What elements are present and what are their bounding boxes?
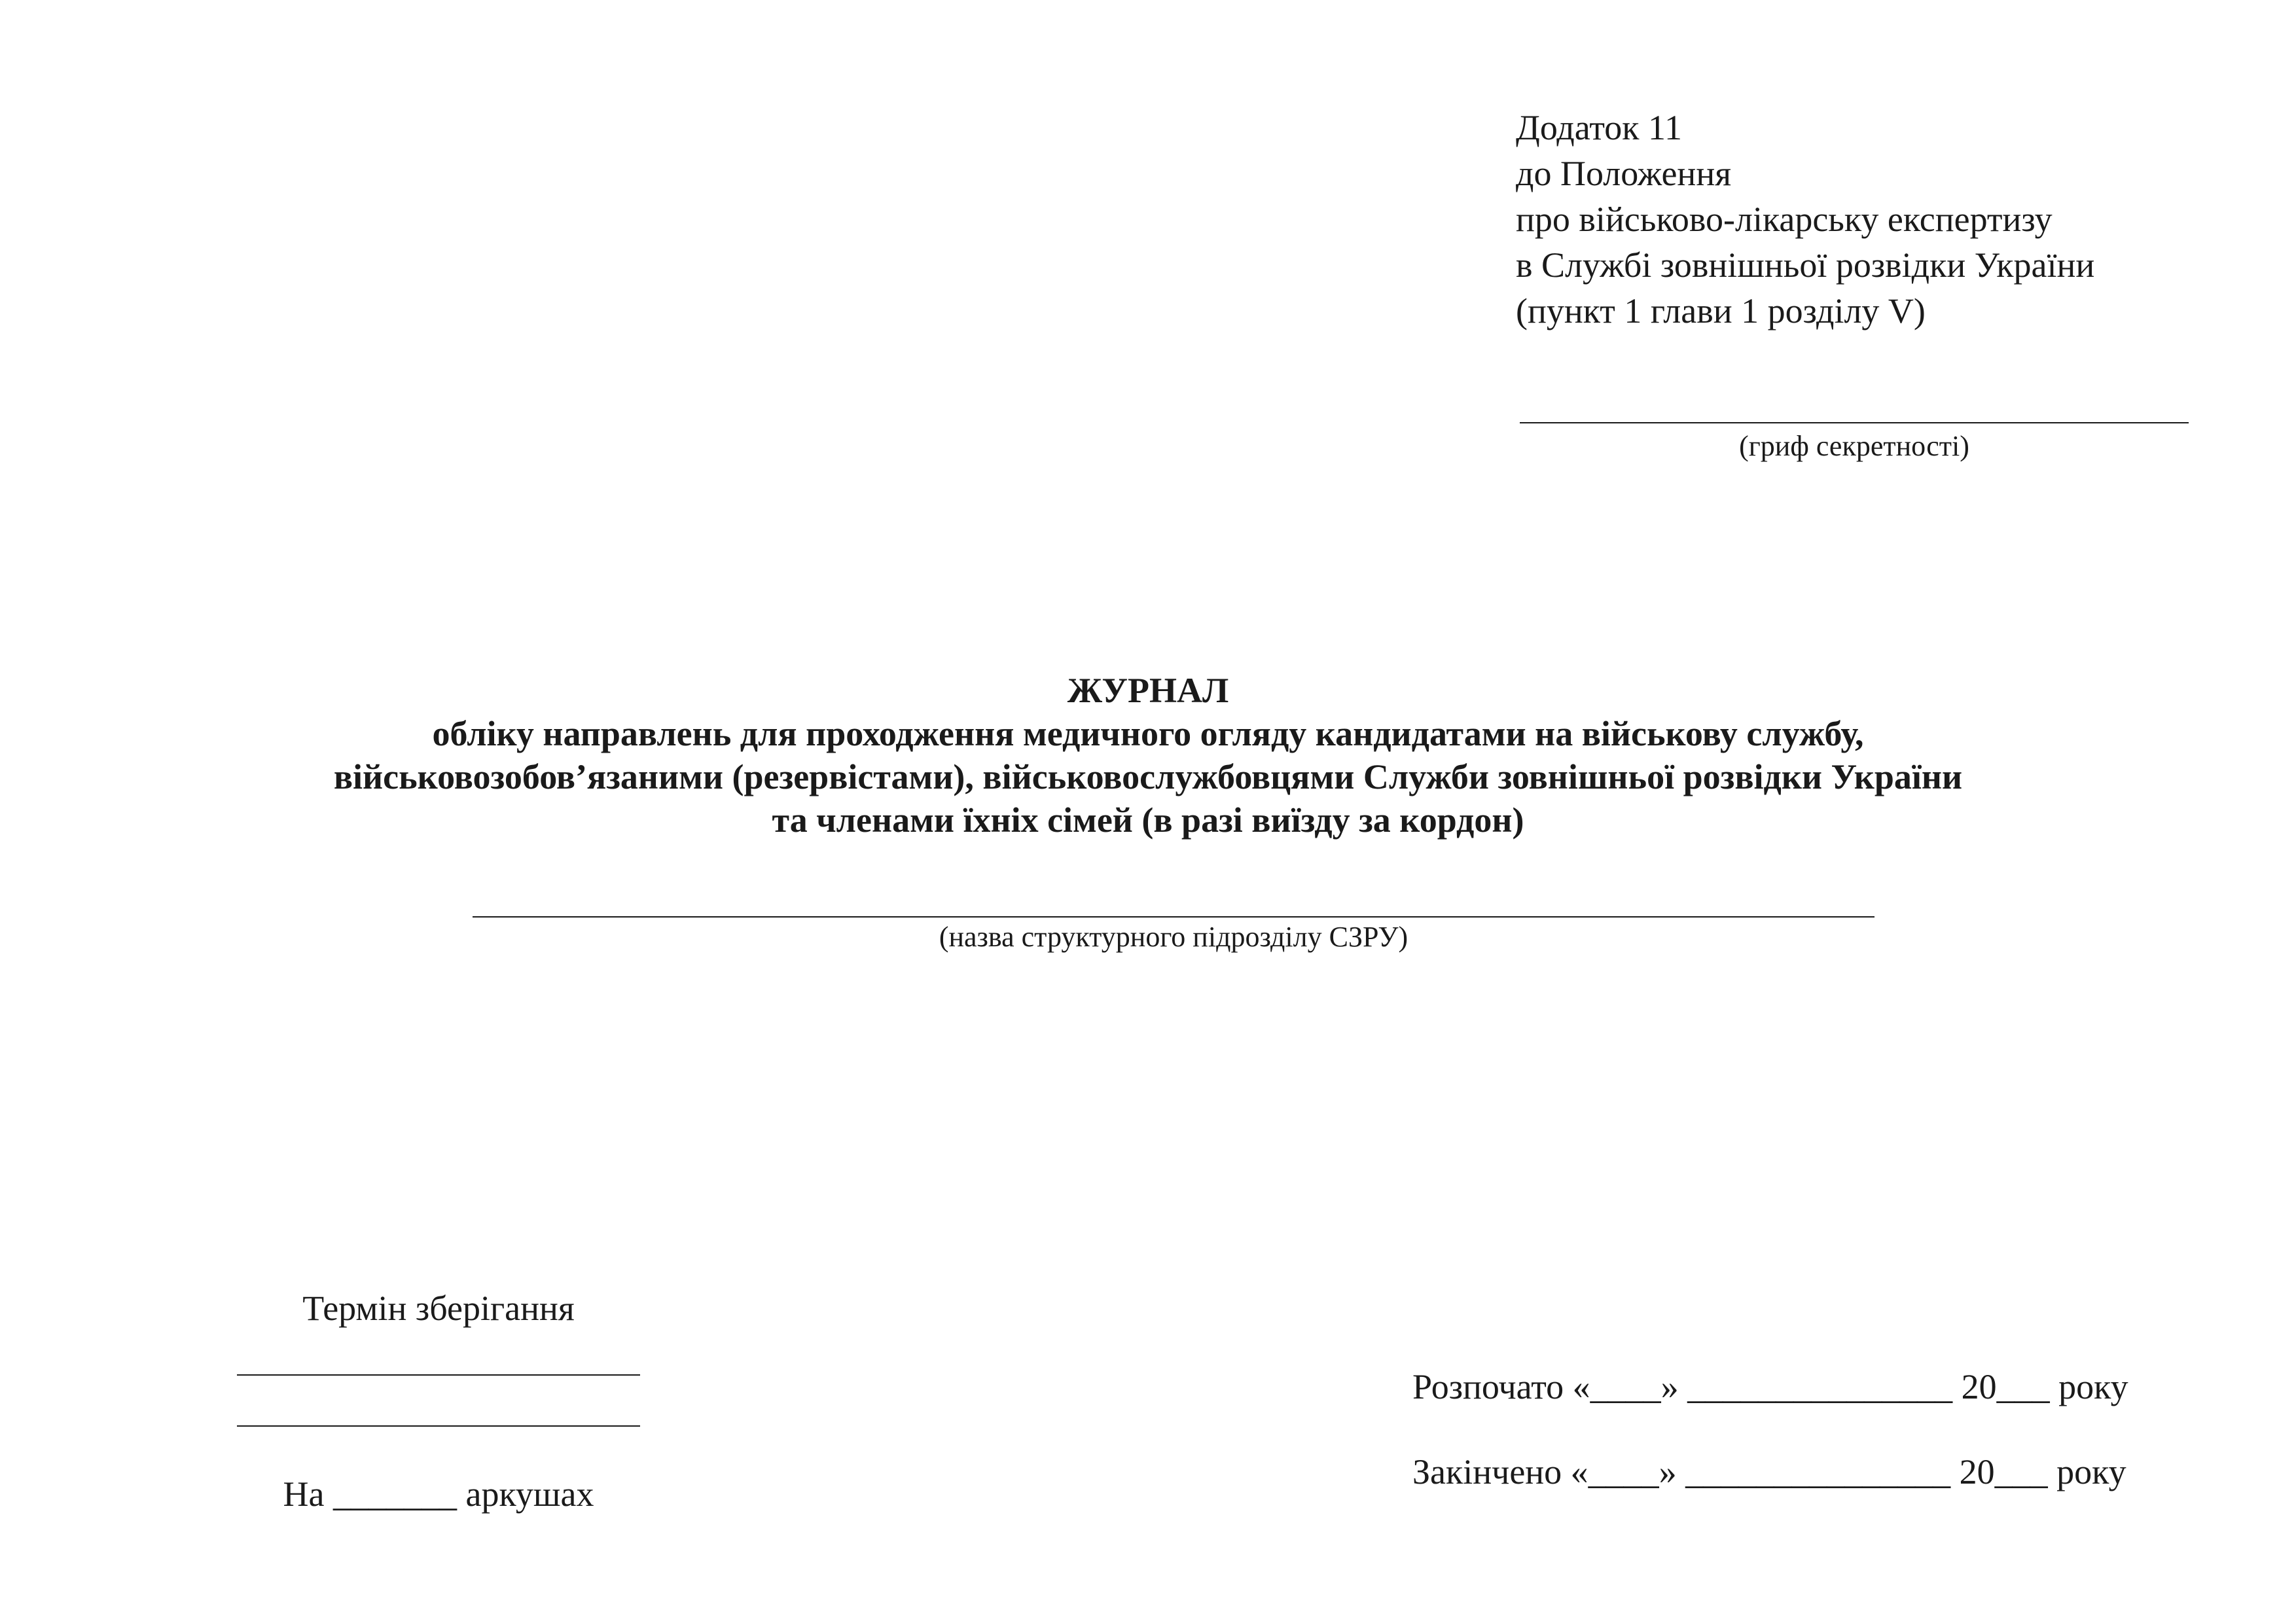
journal-title <box>0 669 2296 842</box>
appendix-reference: до Положення <box>1516 154 1732 193</box>
journal-subtitle-line-2: військовозобов’язаними (резервістами), військовослужбовцями Служби зовнішньої розвідки України <box>333 757 1963 796</box>
sheets-count: На _______ аркушах <box>283 1474 594 1514</box>
date-finished: Закінчено «____» _______________ 20___ року <box>1412 1452 2126 1491</box>
journal-subtitle-line-3: та членами їхніх сімей (в разі виїзду за кордон) <box>772 800 1524 840</box>
journal-subtitle-line-1: обліку направлень для проходження медичного огляду кандидатами на військову службу, <box>432 714 1864 753</box>
unit-blank-line <box>473 916 1874 918</box>
secrecy-caption: (гриф секретності) <box>1739 430 1969 462</box>
journal-heading: ЖУРНАЛ <box>1067 671 1229 710</box>
date-started: Розпочато «____» _______________ 20___ року <box>1412 1367 2128 1406</box>
secrecy-blank-line <box>1520 422 2189 423</box>
unit-caption: (назва структурного підрозділу СЗРУ) <box>939 921 1408 953</box>
appendix-block <box>1516 105 2094 334</box>
retention-label: Термін зберігання <box>302 1289 575 1328</box>
appendix-regulation: про військово-лікарську експертизу <box>1516 200 2053 239</box>
retention-blank-line-2 <box>237 1425 640 1427</box>
appendix-number: Додаток 11 <box>1516 108 1682 147</box>
appendix-clause: (пункт 1 глави 1 розділу V) <box>1516 291 1926 330</box>
appendix-service: в Службі зовнішньої розвідки України <box>1516 245 2095 285</box>
retention-blank-line-1 <box>237 1374 640 1376</box>
